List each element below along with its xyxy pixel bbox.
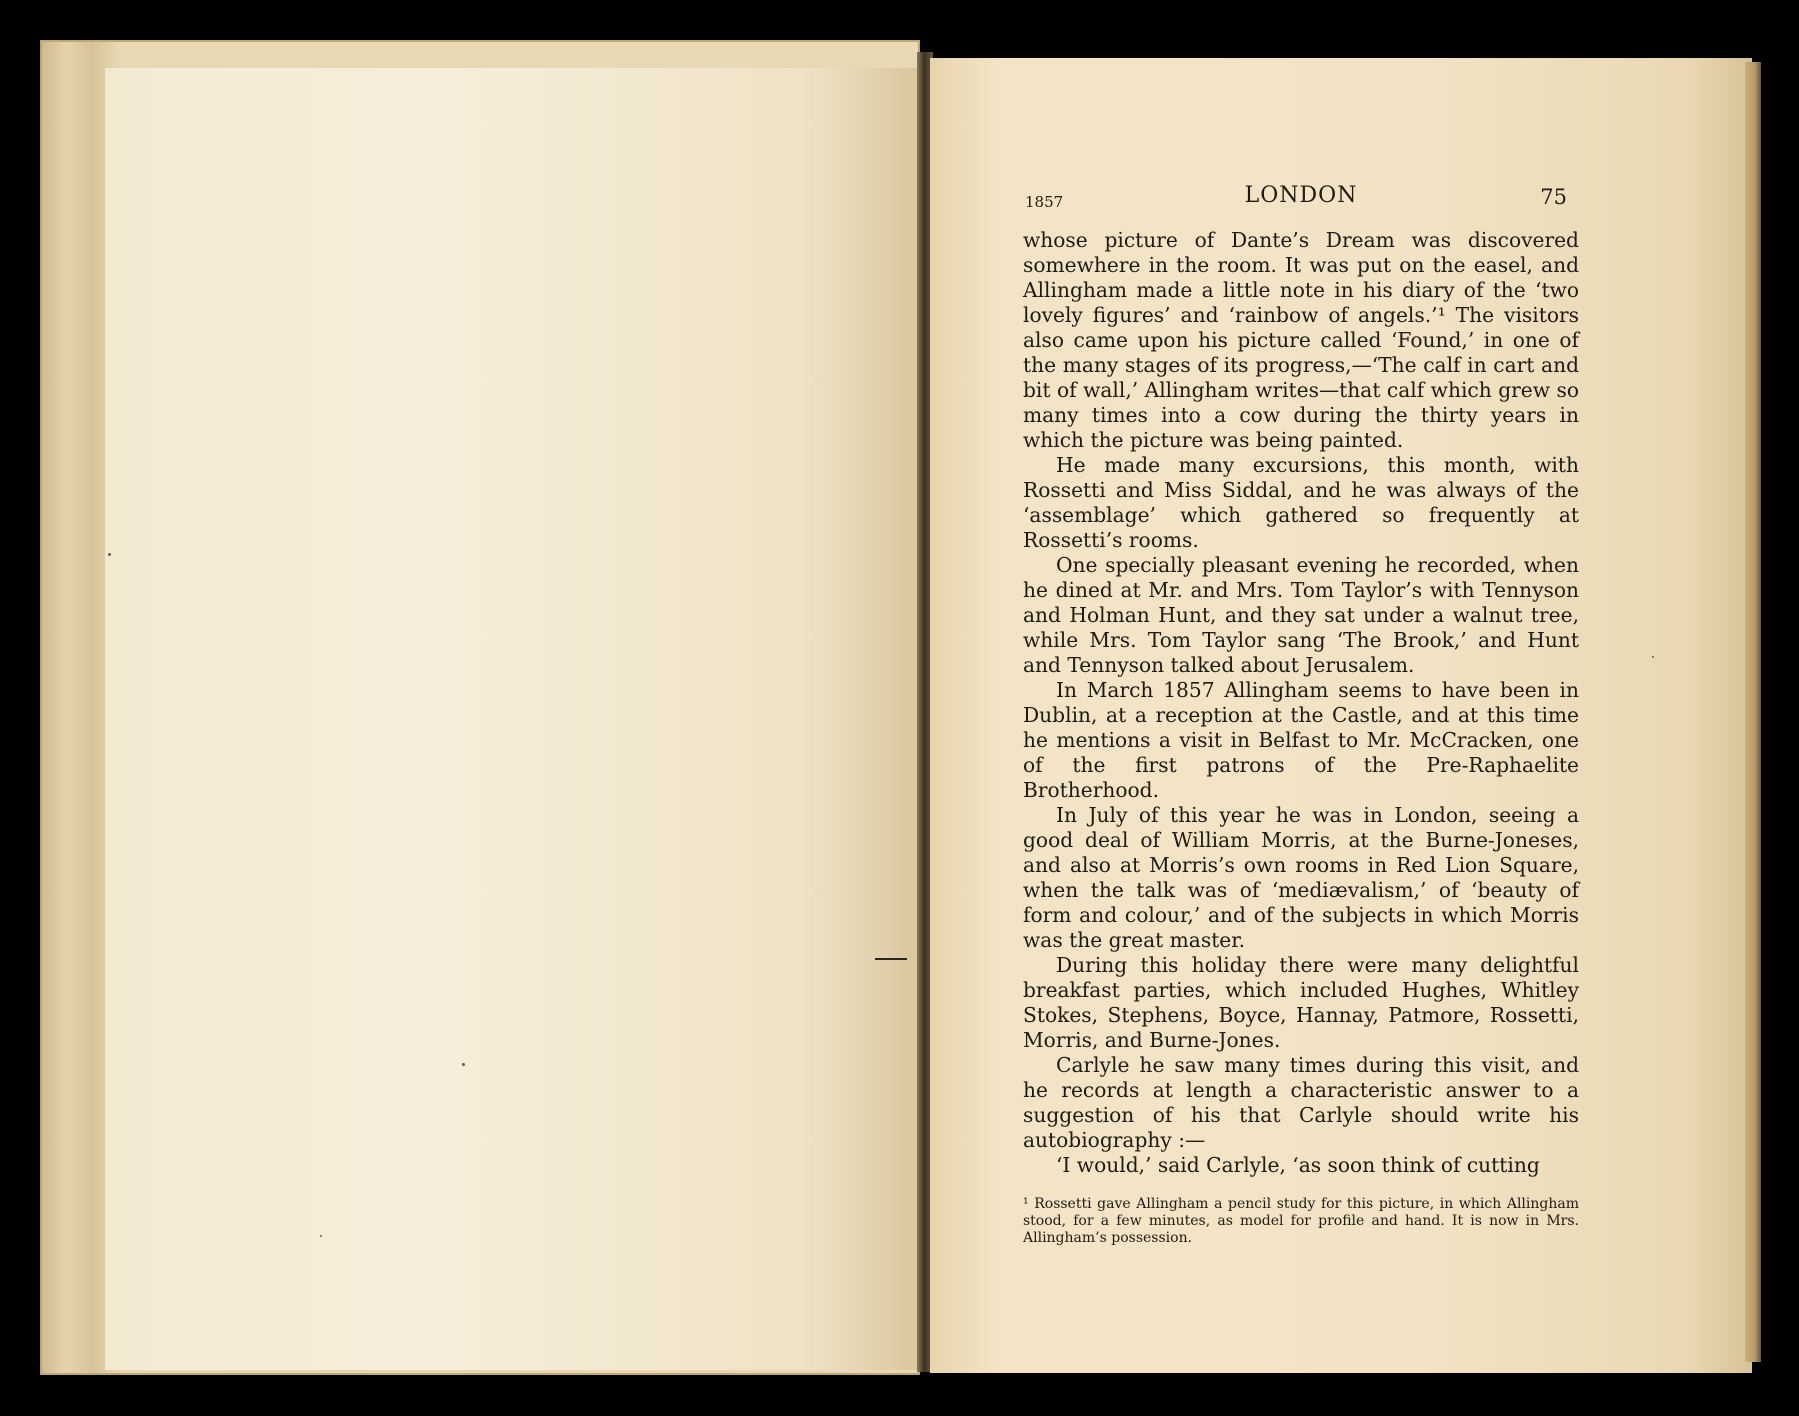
page-text-block [1023, 183, 1579, 1247]
paragraph: During this holiday there were many delightful breakfast parties, which included Hughes, Whitley Stokes, Stephens, Boyce, Hannay, Patmore, Rossetti, Morris, and Burne-Jones. [1023, 953, 1579, 1052]
paper-speck [320, 1235, 322, 1237]
paragraph: whose picture of Dante’s Dream was discovered somewhere in the room. It was put on the easel, and Allingham made a little note in his diary of the ‘two lovely figures’ and ‘rainbow of angels.’¹ The visitors also came upon his picture called ‘Found,’ in one of the many stages of its progress,—‘The calf in cart and bit of wall,’ Allingham writes—that calf which grew so many times into a cow during the thirty years in which the picture was being painted. [1023, 228, 1579, 452]
paper-speck [1652, 656, 1654, 658]
paragraph: ‘I would,’ said Carlyle, ‘as soon think of cutting [1056, 1153, 1540, 1177]
body-text [1023, 228, 1579, 1178]
paragraph: He made many excursions, this month, with Rossetti and Miss Siddal, and he was always of the ‘assemblage’ which gathered so frequently at Rossetti’s rooms. [1023, 453, 1579, 552]
page-number: 75 [1540, 185, 1567, 209]
left-page-blank [105, 68, 925, 1370]
paragraph: One specially pleasant evening he recorded, when he dined at Mr. and Mrs. Tom Taylor’s with Tennyson and Holman Hunt, and they sat under a walnut tree, while Mrs. Tom Taylor sang ‘The Brook,’ and Hunt and Tennyson talked about Jerusalem. [1023, 553, 1579, 677]
paragraph: In July of this year he was in London, seeing a good deal of William Morris, at the Burne-Joneses, and also at Morris’s own rooms in Red Lion Square, when the talk was of ‘mediævalism,’ of ‘beauty of form and colour,’ and of the subjects in which Morris was the great master. [1023, 803, 1579, 952]
paragraph: Carlyle he saw many times during this visit, and he records at length a characteristic answer to a suggestion of his that Carlyle should write his autobiography :— [1023, 1053, 1579, 1152]
right-page-edge [1745, 62, 1761, 1362]
running-head-year: 1857 [1025, 193, 1064, 211]
margin-mark [875, 958, 907, 960]
running-head [1023, 183, 1579, 223]
paragraph: In March 1857 Allingham seems to have been in Dublin, at a reception at the Castle, and at this time he mentions a visit in Belfast to Mr. McCracken, one of the first patrons of the Pre-Raphaelite Brotherhood. [1023, 678, 1579, 802]
paper-speck [462, 1063, 465, 1066]
paper-speck [108, 553, 111, 556]
footnote: ¹ Rossetti gave Allingham a pencil study for this picture, in which Allingham stood, for a few minutes, as model for profile and hand. It is now in Mrs. Allingham’s possession. [1023, 1196, 1579, 1246]
running-head-title: LONDON [1244, 183, 1358, 208]
